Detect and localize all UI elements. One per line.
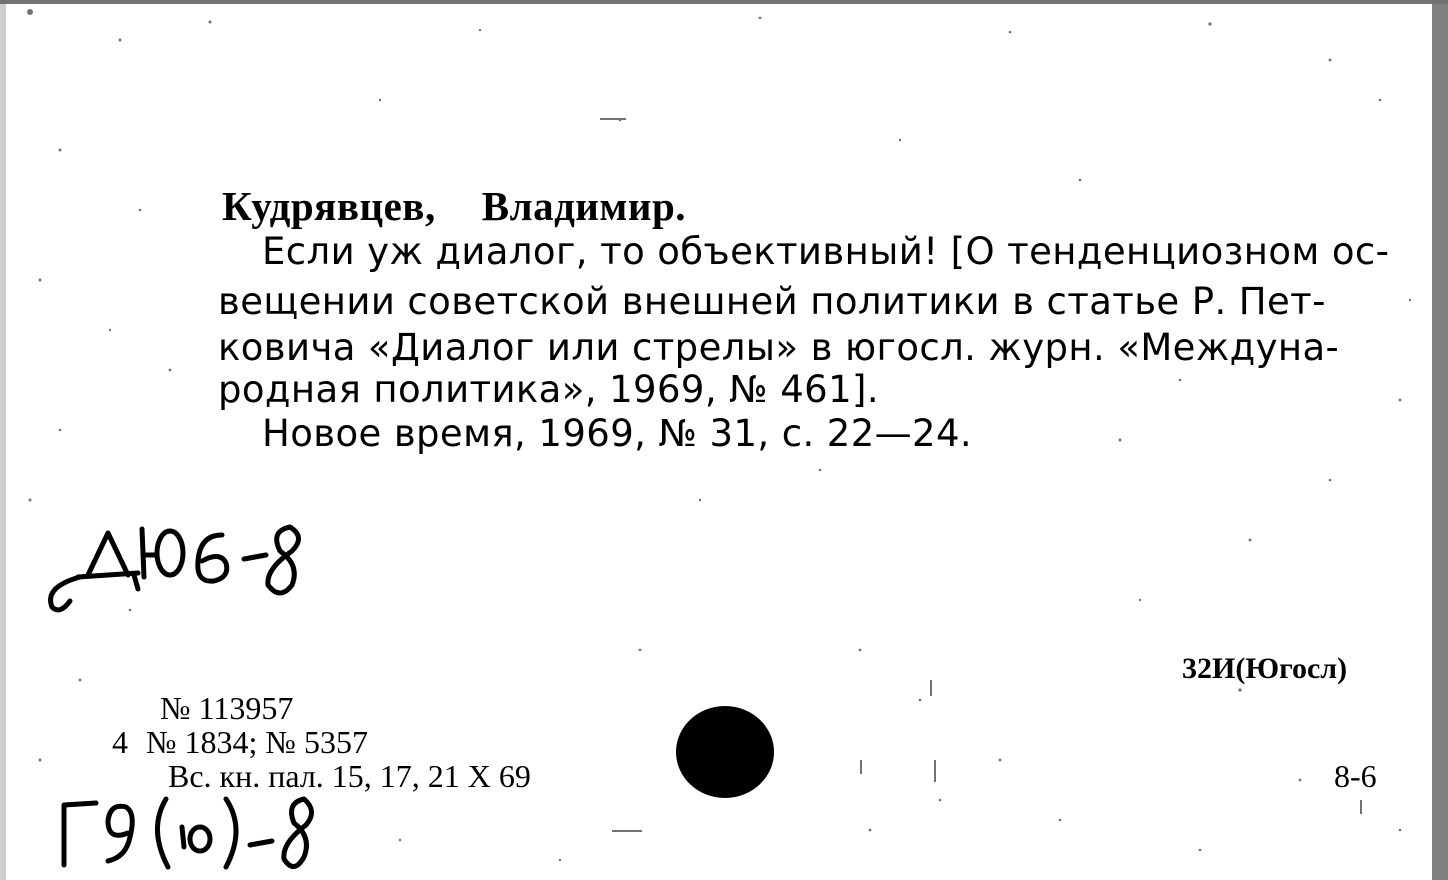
corner-code: 8-6 — [1334, 758, 1377, 794]
author-name: Владимир. — [481, 183, 687, 229]
source-line: Новое время, 1969, № 31, с. 22—24. — [262, 412, 973, 455]
numbers-line: № 1834; № 5357 — [146, 724, 368, 760]
annotation-line-3: ковича «Диалог или стрелы» в югосл. журн. «Междуна- — [218, 326, 1340, 369]
record-number: № 113957 — [160, 690, 294, 726]
author-surname: Кудрявцев, — [222, 183, 436, 229]
punch-hole — [676, 706, 774, 798]
classification-code: 32И(Югосл) — [1182, 652, 1348, 685]
author-heading — [222, 182, 686, 230]
annotation-line-4: родная политика», 1969, № 461]. — [218, 368, 880, 411]
handwritten-shelfmark-bottom — [50, 785, 330, 880]
handwritten-shelfmark-top — [30, 515, 330, 625]
annotation-line-1: Если уж диалог, то объективный! [О тенденциозном ос- — [262, 230, 1390, 273]
annotation-line-2: вещении советской внешней политики в статье Р. Пет- — [218, 280, 1326, 323]
chamber-line: Вс. кн. пал. 15, 17, 21 X 69 — [168, 758, 531, 794]
prefix-number: 4 — [112, 724, 128, 760]
